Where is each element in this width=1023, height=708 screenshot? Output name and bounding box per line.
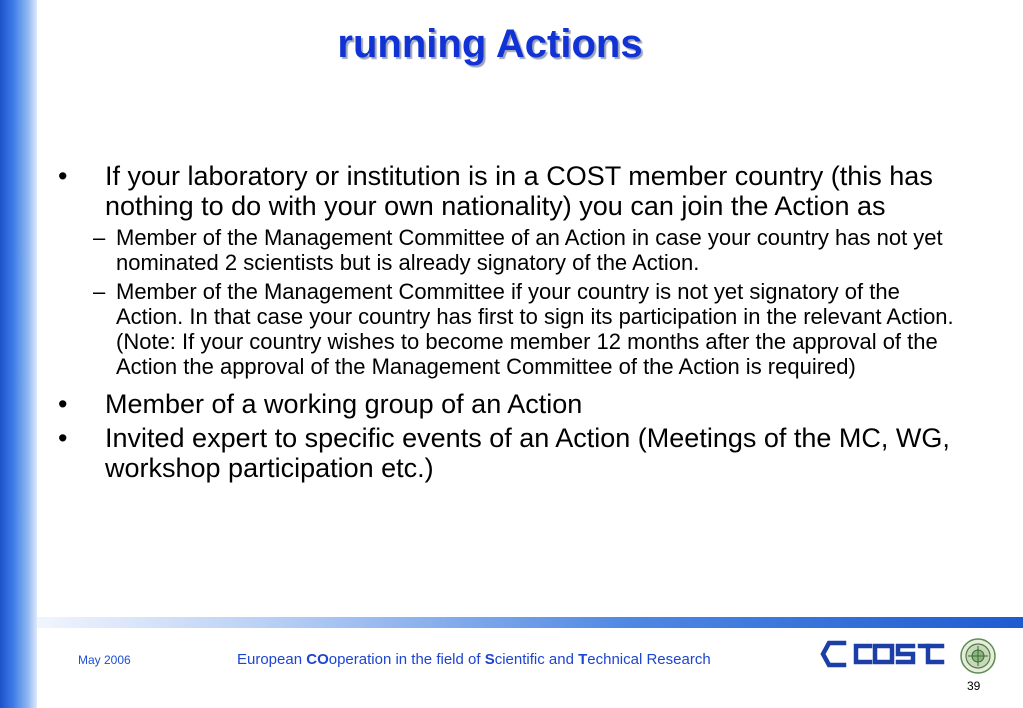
bullet-text: Member of a working group of an Action — [105, 389, 583, 419]
left-accent-bar — [0, 0, 37, 708]
bullet-item — [58, 161, 968, 221]
footer-org-initial: S — [484, 651, 495, 668]
footer-org-initial: T — [578, 651, 588, 668]
bullet-text: If your laboratory or institution is in a COST member country (this has nothing to do with your own nationality) you can join the Action as — [105, 161, 933, 221]
emblem-seal-icon — [960, 638, 996, 674]
footer-org-text: cientific and — [494, 651, 579, 668]
bullet-item — [58, 389, 968, 419]
footer-org-initial: CO — [306, 651, 329, 668]
sub-bullet-marker: – — [93, 279, 106, 304]
slide-content — [58, 161, 968, 487]
bullet-marker: • — [58, 423, 68, 453]
sub-bullet-item — [93, 279, 968, 379]
footer-date: May 2006 — [78, 653, 131, 667]
page-number: 39 — [967, 679, 981, 693]
sub-bullet-item — [93, 225, 968, 275]
bullet-marker: • — [58, 161, 68, 191]
sub-bullet-text: Member of the Management Committee of an Action in case your country has not yet nominated 2 scientists but is already signatory of the Action. — [116, 225, 943, 275]
bullet-marker: • — [58, 389, 68, 419]
cost-logo — [820, 636, 948, 672]
slide-title: running Actions — [337, 22, 643, 66]
footer-divider — [37, 617, 1023, 628]
sub-bullet-marker: – — [93, 225, 106, 250]
footer-org-text: echnical Research — [587, 651, 711, 668]
sub-bullet-text: Member of the Management Committee if your country is not yet signatory of the Action. In that case your country has first to sign its participation in the relevant Action. (Note: If your country wishes to become member 12 months after the approval of the Action the approval of the Management Committee of the Action is required) — [116, 279, 954, 379]
footer-organization — [237, 651, 711, 668]
footer-org-text: operation in the field of — [328, 651, 485, 668]
bullet-text: Invited expert to specific events of an Action (Meetings of the MC, WG, workshop participation etc.) — [105, 423, 950, 483]
footer-org-text: European — [237, 651, 307, 668]
bullet-item — [58, 423, 968, 483]
